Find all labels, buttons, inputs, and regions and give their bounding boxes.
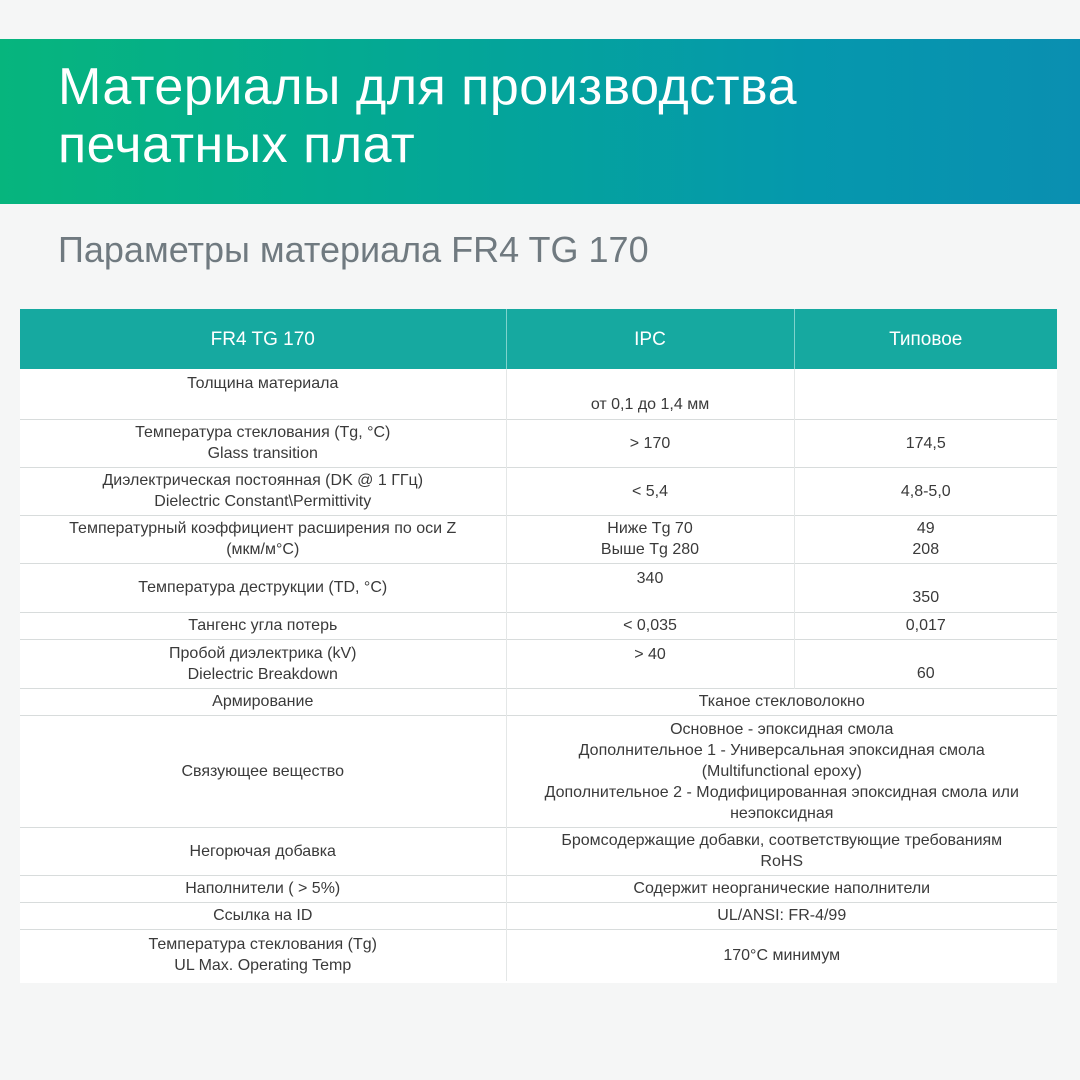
merged-value: UL/ANSI: FR-4/99 [717,907,847,924]
param-line: Толщина материала [187,375,339,392]
ipc-cell [506,612,794,639]
merged-cell [506,688,1057,715]
merged-value: Дополнительное 1 - Универсальная эпоксидная смола [578,741,985,759]
param-cell [20,929,506,981]
merged-cell [506,827,1057,875]
header-ipc: IPC [506,309,794,369]
parameters-table [20,309,1057,981]
typical-value: 4,8-5,0 [900,482,951,500]
table-row [20,902,1057,929]
table-row [20,929,1057,981]
param-line: Ссылка на ID [213,907,313,924]
table-row [20,875,1057,902]
param-line: Dielectric Constant\Permittivity [154,493,372,510]
param-line: Температурный коэффициент расширения по оси Z [69,520,457,537]
param-line: Температура стеклования (Tg, °C) [135,424,391,441]
merged-cell [506,902,1057,929]
merged-value: Бромсодержащие добавки, соответствующие требованиям [561,832,1003,849]
merged-value: неэпоксидная [730,804,834,822]
param-line: Температура стеклования (Tg) [148,936,377,954]
typical-value: 350 [912,588,940,606]
header-material: FR4 TG 170 [20,309,506,369]
param-cell [20,639,506,688]
param-line: Пробой диэлектрика (kV) [169,644,357,662]
param-line: (мкм/м°С) [226,541,300,558]
ipc-cell [506,419,794,467]
param-cell [20,563,506,612]
param-cell [20,902,506,929]
table-header-row [20,309,1057,369]
ipc-value: < 5,4 [631,482,669,500]
param-line: Наполнители ( > 5%) [185,880,341,897]
ipc-value: Ниже Tg 70 [607,520,693,537]
typical-value: 208 [912,541,940,558]
typical-cell [794,419,1057,467]
ipc-value: 340 [636,569,664,587]
ipc-cell [506,369,794,419]
param-line: Тангенс угла потерь [188,617,338,634]
typical-cell [794,467,1057,515]
param-cell [20,612,506,639]
typical-value: 49 [916,520,935,537]
table-row [20,612,1057,639]
typical-cell [794,369,1057,419]
merged-cell [506,875,1057,902]
param-cell [20,688,506,715]
typical-value: 60 [916,664,935,682]
table-row [20,419,1057,467]
param-cell [20,875,506,902]
ipc-cell [506,515,794,563]
table-row [20,369,1057,419]
table-row [20,827,1057,875]
typical-value: 174,5 [905,434,946,452]
merged-value: Дополнительное 2 - Модифицированная эпоксидная смола или [544,783,1019,801]
section-subtitle: Параметры материала FR4 TG 170 [58,229,649,270]
merged-cell [506,929,1057,981]
table-row [20,563,1057,612]
table-row [20,467,1057,515]
header-typical: Типовое [794,309,1057,369]
param-line: Температура деструкции (TD, °C) [138,579,388,596]
param-cell [20,827,506,875]
merged-value: (Multifunctional epoxy) [701,762,862,780]
ipc-cell [506,639,794,688]
ipc-cell [506,467,794,515]
param-line: Dielectric Breakdown [187,665,338,683]
param-line: Диэлектрическая постоянная (DK @ 1 ГГц) [102,472,424,489]
merged-value: Основное - эпоксидная смола [670,720,894,738]
table-row [20,715,1057,827]
param-cell [20,467,506,515]
param-cell [20,369,506,419]
typical-cell [794,639,1057,688]
typical-cell [794,612,1057,639]
ipc-value: > 40 [634,645,666,663]
ipc-value: > 170 [629,434,671,452]
table-row [20,639,1057,688]
ipc-value: от 0,1 до 1,4 мм [590,395,710,413]
param-line: Армирование [212,693,314,710]
param-line: Glass transition [207,445,318,462]
param-line: UL Max. Operating Temp [174,957,352,975]
merged-value: Содержит неорганические наполнители [633,880,931,897]
ipc-value: Выше Tg 280 [600,541,700,558]
merged-value: 170°С минимум [723,946,841,964]
page-title [58,58,1058,174]
typical-value: 0,017 [905,617,946,634]
table-row [20,515,1057,563]
param-cell [20,715,506,827]
table-row [20,688,1057,715]
param-cell [20,515,506,563]
ipc-value: < 0,035 [623,617,677,634]
typical-cell [794,515,1057,563]
page-title-line1: Материалы для производства [58,58,797,116]
ipc-cell [506,563,794,612]
parameters-table-container [20,309,1057,983]
page-title-line2: печатных плат [58,116,416,174]
merged-value: Тканое стекловолокно [698,693,865,710]
param-line: Связующее вещество [181,762,345,780]
merged-value: RoHS [760,853,804,870]
param-cell [20,419,506,467]
param-line: Негорючая добавка [189,842,336,860]
typical-cell [794,563,1057,612]
merged-cell [506,715,1057,827]
